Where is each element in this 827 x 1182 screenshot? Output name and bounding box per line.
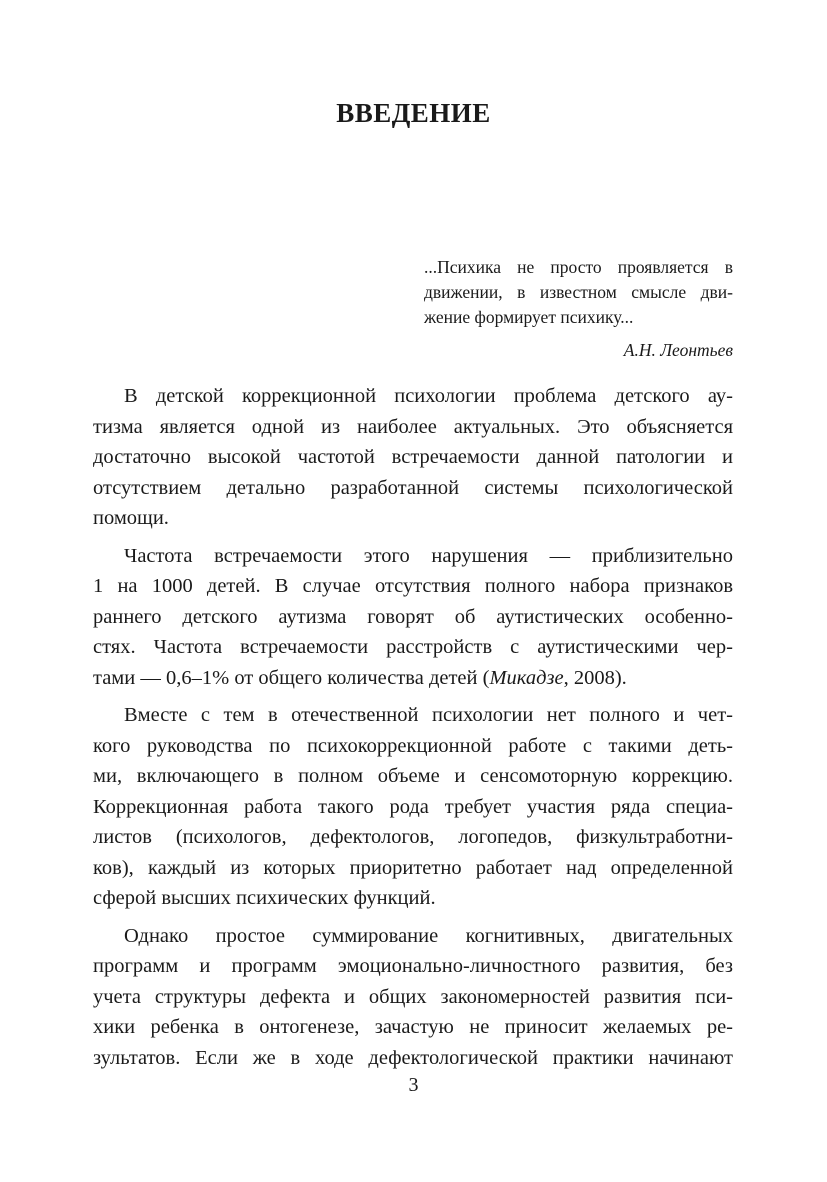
text-line: достаточно высокой частотой встречаемости данной патологии и [93,446,733,468]
paragraph [93,381,733,534]
text-line: раннего детского аутизма говорят об аутистических особенно- [93,605,733,628]
text-line: Частота встречаемости этого нарушения — приблизительно [124,544,733,567]
paragraph [93,921,733,1074]
text-line: тизма является одной из наиболее актуальных. Это объясняется [93,415,733,438]
epigraph-author: А.Н. Леонтьев [623,340,733,360]
page-title: ВВЕДЕНИЕ [336,98,491,128]
paragraph [93,700,733,914]
text-line: В детской коррекционной психологии проблема детского ау- [124,385,733,407]
epigraph-quote [424,255,733,330]
body-text [93,381,733,1080]
paragraph [93,541,733,694]
text-line: ми, включающего в полном объеме и сенсомоторную коррекцию. [93,765,733,787]
epigraph-line: движении, в известном смысле дви- [424,282,733,302]
citation-author: Микадзе [489,666,564,689]
epigraph [424,255,733,363]
text-line: стях. Частота встречаемости расстройств с аутистическими чер- [93,636,733,658]
text-line: 1 на 1000 детей. В случае отсутствия полного набора признаков [93,575,733,597]
text-line: учета структуры дефекта и общих закономерностей развития пси- [93,985,733,1008]
text-line: зультатов. Если же в ходе дефектологической практики начинают [93,1046,733,1069]
text-line: Однако простое суммирование когнитивных, двигательных [124,924,733,947]
page-number: 3 [408,1074,419,1096]
text-line: Вместе с тем в отечественной психологии нет полного и чет- [124,704,733,726]
text-line: хики ребенка в онтогенезе, зачастую не приносит желаемых ре- [93,1016,733,1038]
text-line: ков), каждый из которых приоритетно работает над определенной [93,856,733,879]
text-fragment: , 2008). [563,666,627,689]
text-line: помощи. [93,507,169,529]
text-line: отсутствием детально разработанной системы психологической [93,476,733,499]
text-line: кого руководства по психокоррекционной работе с такими деть- [93,734,733,757]
text-line: Коррекционная работа такого рода требует участия ряда специа- [93,795,733,818]
epigraph-line: жение формирует психику... [424,307,634,327]
text-line [93,663,733,694]
text-line: программ и программ эмоционально-личностного развития, без [93,955,733,977]
text-line: сферой высших психических функций. [93,887,436,909]
text-fragment: тами — 0,6–1% от общего количества детей ( [93,666,490,689]
epigraph-line: ...Психика не просто проявляется в [424,257,733,277]
text-line: листов (психологов, дефектологов, логопедов, физкультработни- [93,826,733,848]
